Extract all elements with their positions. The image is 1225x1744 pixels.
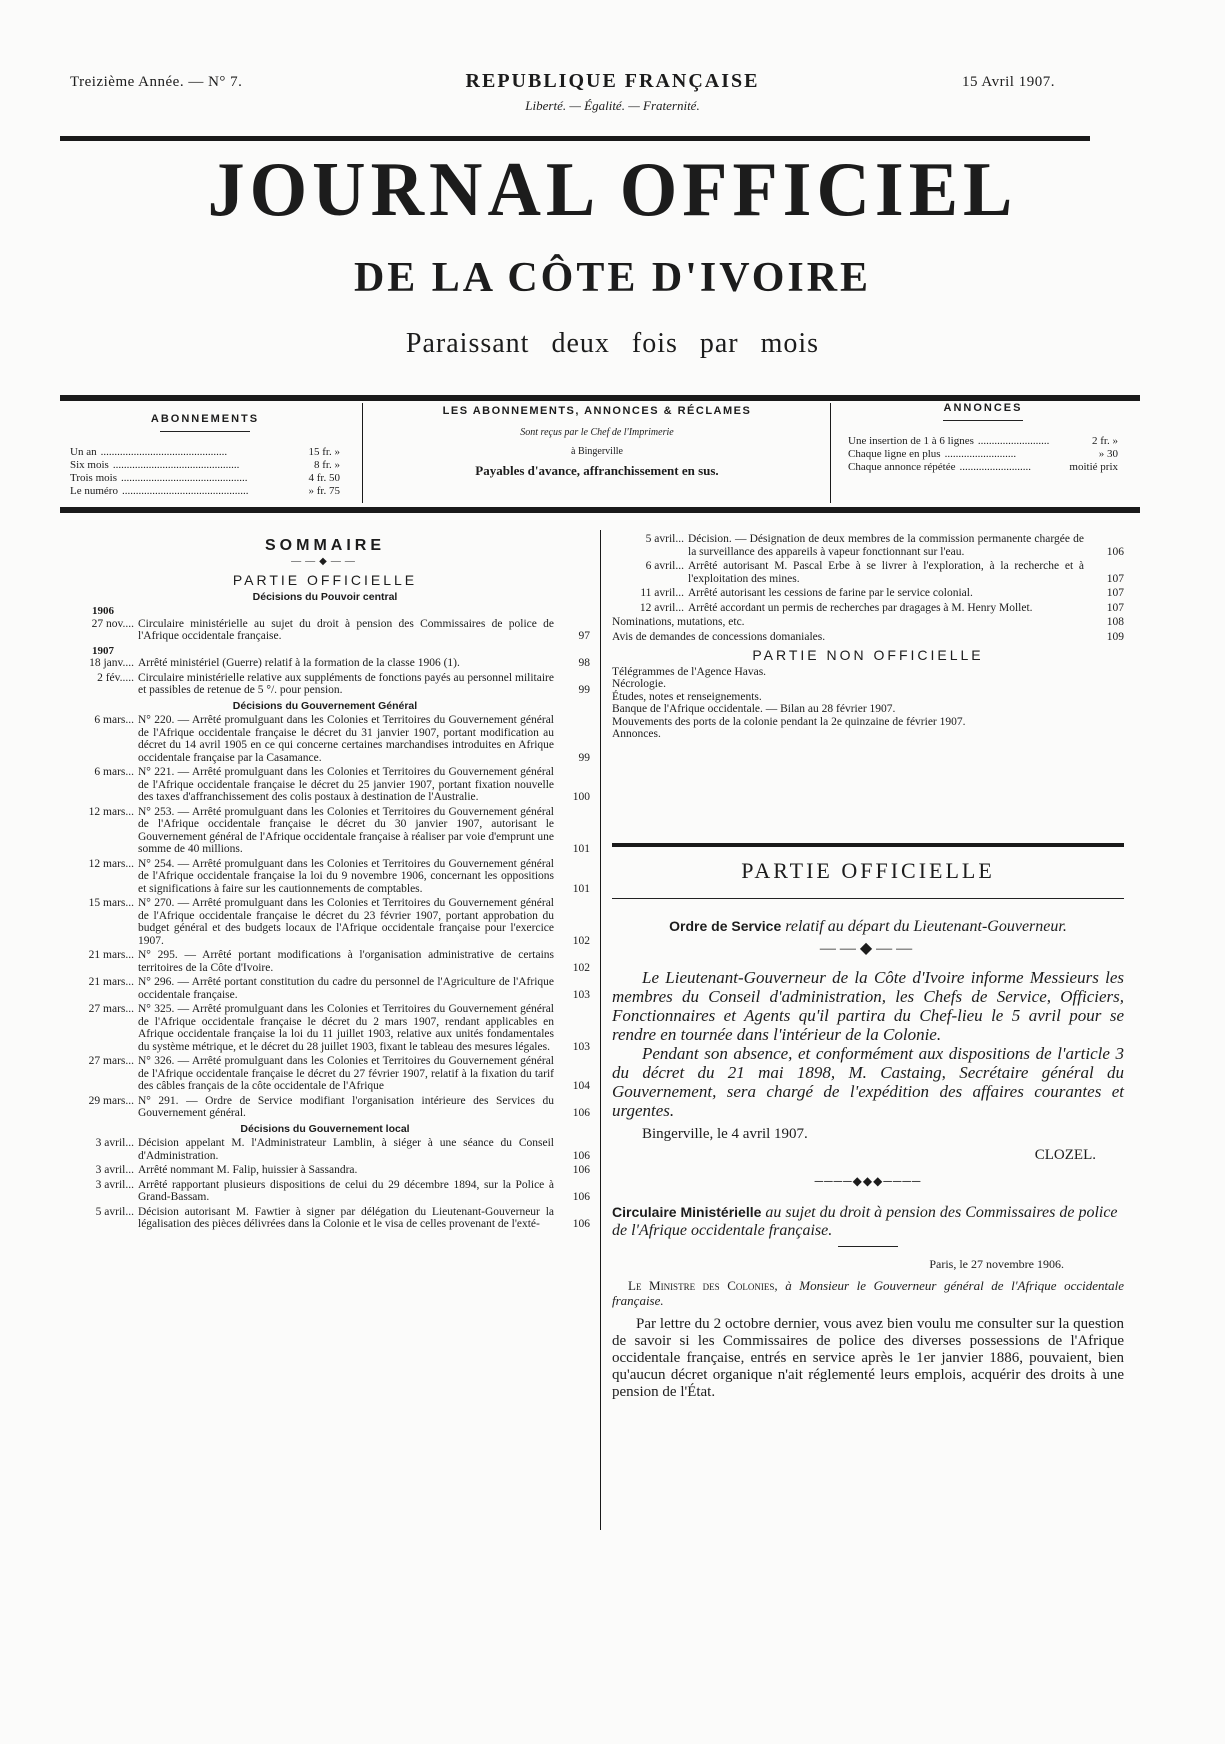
- sommaire-entry: 27 mars... N° 326. — Arrêté promulguant dans les Colonies et Territoires du Gouvernement général de l'Afrique occidentale française le décret du 27 février 1907, relatif à la fixation du tarif des câbles français de la côte occidentale de l'Afrique 104: [88, 1055, 590, 1092]
- non-officielle-item: Télégrammes de l'Agence Havas.: [612, 665, 767, 678]
- year-label: 1906: [92, 605, 114, 617]
- non-officielle-item: Études, notes et renseignements.: [612, 690, 762, 703]
- sommaire-entry: 21 mars... N° 296. — Arrêté portant constitution du cadre du personnel de l'Agriculture de l'Afrique occidentale française. 103: [88, 976, 590, 1001]
- price-row: Six mois .............................................. 8 fr. »: [70, 459, 340, 471]
- sommaire-entry: 6 avril... Arrêté autorisant M. Pascal Erbe à se livrer à l'exploration, à la recherche et à l'exploitation des mines. 107: [645, 560, 1124, 585]
- section-double-rule: [612, 843, 1124, 847]
- ministre-recipient: à Monsieur le Gouverneur général de l'Afrique occidentale française.: [612, 1278, 1124, 1308]
- center-heading: LES ABONNEMENTS, ANNONCES & RÉCLAMES: [442, 405, 752, 417]
- circulaire-italic: au sujet du droit à pension des Commissaires de police de l'Afrique occidentale française.: [612, 1204, 1118, 1239]
- price-row: Le numéro .............................................. » fr. 75: [70, 485, 340, 497]
- ordre-ornament: ——◆——: [819, 940, 917, 957]
- section-gouvernement-local: Décisions du Gouvernement local: [240, 1122, 410, 1135]
- year-label: 1907: [92, 644, 114, 657]
- sommaire-entry: 18 janv.... Arrêté ministériel (Guerre) relatif à la formation de la classe 1906 (1). 98: [89, 657, 590, 669]
- sommaire-entry: 11 avril... Arrêté autorisant les cessions de farine par le service colonial. 107: [640, 587, 1124, 599]
- price-row: Un an .............................................. 15 fr. »: [70, 446, 340, 458]
- column-divider: [600, 530, 601, 1530]
- sommaire-entry: 29 mars... N° 291. — Ordre de Service modifiant l'organisation intérieure des Services du Gouvernement général. 106: [88, 1094, 590, 1119]
- sommaire-entry: 5 avril... Décision autorisant M. Fawtier à signer par délégation du Lieutenant-Gouverneur la légalisation des pièces délivrées dans la Colonie et le visa de celles provenant de l'exté- 106: [95, 1205, 590, 1230]
- partie-non-officielle-heading: PARTIE NON OFFICIELLE: [752, 647, 984, 663]
- sommaire-entry: 12 mars... N° 253. — Arrêté promulguant dans les Colonies et Territoires du Gouvernement général de l'Afrique occidentale française le décret du 30 janvier 1907, autorisant le Gouvernement général de l'Afrique occidentale française à réaliser par voie d'emprunt une somme de 40 millions. 101: [88, 805, 590, 855]
- ordre-paragraph: Le Lieutenant-Gouverneur de la Côte d'Ivoire informe Messieurs les membres du Conseil d'administration, les Chefs de Service, Officiers, Fonctionnaires et Agents qu'il partira du Chef-lieu le 5 avril pour se rendre en tournée dans l'intérieur de la Colonie.: [612, 968, 1124, 1044]
- sommaire-entry: 15 mars... N° 270. — Arrêté promulguant dans les Colonies et Territoires du Gouvernement général de l'Afrique occidentale française le décret du 23 février 1907, portant approbation du budget général et des budgets locaux de l'Afrique occidentale française pour l'exercice 1907. 102: [88, 897, 590, 947]
- circulaire-heading: [612, 1203, 1124, 1240]
- masthead-rule: [60, 136, 1090, 141]
- sommaire-ornament: ——◆——: [291, 555, 359, 567]
- sommaire-heading: SOMMAIRE: [265, 537, 385, 554]
- band-divider-left: [362, 403, 363, 503]
- devise: Liberté. — Égalité. — Fraternité.: [525, 98, 700, 113]
- center-line1: Sont reçus par le Chef de l'Imprimerie: [520, 427, 674, 438]
- circulaire-paragraph: Par lettre du 2 octobre dernier, vous avez bien voulu me consulter sur la question de savoir si les Commissaires de police des diverses possessions de l'Afrique occidentale française, entrés en service après le 1er janvier 1886, pouvaient, bien qu'aucun décret organique n'ait réglementé leurs emplois, acquérir des droits à une pension de l'État.: [612, 1316, 1124, 1400]
- non-officielle-item: Mouvements des ports de la colonie pendant la 2e quinzaine de février 1907.: [612, 715, 966, 728]
- sommaire-entry: Nominations, mutations, etc. 108: [612, 616, 1124, 628]
- journal-subtitle: DE LA CÔTE D'IVOIRE: [353, 255, 872, 301]
- sommaire-entry: 21 mars... N° 295. — Arrêté portant modifications à l'organisation administrative de certains territoires de la Côte d'Ivoire. 102: [88, 949, 590, 974]
- non-officielle-item: Nécrologie.: [612, 678, 666, 690]
- divider-ornament: ────◆◆◆────: [814, 1174, 922, 1188]
- issue-number: Treizième Année. — N° 7.: [70, 74, 243, 90]
- sommaire-entry: 3 avril... Arrêté nommant M. Falip, huissier à Sassandra. 106: [95, 1164, 590, 1176]
- sommaire-entry: 27 nov.... Circulaire ministérielle au sujet du droit à pension des Commissaires de police de l'Afrique occidentale française. 97: [91, 617, 590, 642]
- section-pouvoir-central: Décisions du Pouvoir central: [252, 590, 398, 603]
- sommaire-entry: Avis de demandes de concessions domaniales. 109: [612, 630, 1124, 643]
- price-row: Trois mois .............................................. 4 fr. 50: [70, 472, 340, 484]
- annonce-row: Chaque ligne en plus .......................... » 30: [848, 448, 1118, 460]
- sommaire-entry: 12 avril... Arrêté accordant un permis de recherches par dragages à M. Henry Mollet. 107: [639, 601, 1124, 614]
- annonce-row: Chaque annonce répétée .......................... moitié prix: [848, 461, 1118, 473]
- article-partie-heading: PARTIE OFFICIELLE: [741, 858, 995, 883]
- annonces-box: [848, 402, 1118, 474]
- abonnements-heading: ABONNEMENTS: [150, 413, 260, 425]
- article-column: [612, 858, 1124, 1401]
- sommaire-column: [60, 537, 590, 1233]
- place-date: Bingerville, le 4 avril 1907.: [642, 1126, 808, 1142]
- partie-officielle-heading: PARTIE OFFICIELLE: [232, 572, 418, 588]
- sommaire-entry: 5 avril... Décision. — Désignation de deux membres de la commission permanente chargée de la surveillance des appareils à vapeur fonctionnant sur l'eau. 106: [645, 533, 1124, 558]
- annonces-heading: ANNONCES: [943, 402, 1023, 414]
- circulaire-date: Paris, le 27 novembre 1906.: [929, 1257, 1064, 1271]
- sommaire-entry: 3 avril... Décision appelant M. l'Administrateur Lamblin, à siéger à une séance du Conseil d'Administration. 106: [95, 1137, 590, 1162]
- annonce-row: Une insertion de 1 à 6 lignes .......................... 2 fr. »: [848, 435, 1118, 447]
- ministre-line: [612, 1278, 1124, 1308]
- center-line3: Payables d'avance, affranchissement en sus.: [475, 463, 719, 478]
- ordre-bold: Ordre de Service: [669, 918, 782, 934]
- ministre-label: Le Ministre des Colonies,: [628, 1278, 778, 1293]
- ordre-heading: [612, 917, 1124, 936]
- band-bottom-rule: [60, 507, 1140, 513]
- band-divider-right: [830, 403, 831, 503]
- abonnements-underline: [160, 431, 250, 432]
- ordre-italic: relatif au départ du Lieutenant-Gouverneur.: [785, 918, 1067, 935]
- sommaire-entry: 6 mars... N° 221. — Arrêté promulguant dans les Colonies et Territoires du Gouvernement général de l'Afrique occidentale française le décret du 25 janvier 1907, portant fixation nouvelle des taxes d'affranchissement des colis postaux à destination de l'Australie. 100: [94, 766, 590, 803]
- ordre-paragraph: Pendant son absence, et conformément aux dispositions de l'article 3 du décret du 21 mai 1898, M. Castaing, Secrétaire général du Gouvernement, sera chargé de l'expédition des affaires courantes et urgentes.: [612, 1044, 1124, 1120]
- section-gouvernement-general: Décisions du Gouvernement Général: [232, 699, 418, 712]
- journal-title: JOURNAL OFFICIEL: [207, 146, 1018, 234]
- non-officielle-item: Banque de l'Afrique occidentale. — Bilan au 28 février 1907.: [612, 703, 896, 715]
- band-top-rule: [60, 395, 1140, 401]
- issue-date: 15 Avril 1907.: [962, 74, 1055, 90]
- journal-tagline: Paraissant deux fois par mois: [405, 328, 820, 359]
- sommaire-entry: 6 mars... N° 220. — Arrêté promulguant dans les Colonies et Territoires du Gouvernement général de l'Afrique occidentale française le décret du 31 janvier 1907, portant modification au décret du 14 avril 1905 en ce qui concerne certaines marchandises introduites en Afrique occidentale française par la Casamance. 99: [94, 714, 590, 764]
- sommaire-entry: 2 fév..... Circulaire ministérielle relative aux suppléments de fonctions payés au personnel militaire et passibles de retenue de 5 °/. pour pension. 99: [97, 671, 590, 696]
- sommaire-entry: 27 mars... N° 325. — Arrêté promulguant dans les Colonies et Territoires du Gouvernement général de l'Afrique occidentale française le décret du 2 mars 1907, rendant applicables en Afrique occidentale française la loi du 11 juillet 1903, relative aux unités fondamentales du système métrique, et le décret du 28 juillet 1903, fixant le tableau des mesures légales. 103: [88, 1003, 590, 1053]
- annonces-underline: [943, 420, 1023, 421]
- sommaire-entry: 3 avril... Arrêté rapportant plusieurs dispositions de celui du 29 décembre 1894, sur la Police à Grand-Bassam. 106: [95, 1178, 590, 1203]
- partie-underline: [612, 898, 1124, 899]
- non-officielle-item: Annonces.: [612, 728, 661, 740]
- signature: CLOZEL.: [1034, 1147, 1096, 1163]
- republique-heading: REPUBLIQUE FRANÇAISE: [465, 70, 760, 92]
- circulaire-bold: Circulaire Ministérielle: [612, 1204, 762, 1220]
- sommaire-continued: [612, 533, 1124, 741]
- center-box: [372, 405, 822, 479]
- center-line2: à Bingerville: [571, 446, 623, 457]
- sommaire-entry: 12 mars... N° 254. — Arrêté promulguant dans les Colonies et Territoires du Gouvernement général de l'Afrique occidentale française la loi du 9 novembre 1906, concernant les oppositions et significations à faire sur les cautionnements de comptables. 101: [88, 857, 590, 895]
- abonnements-box: [70, 413, 340, 498]
- circulaire-underline: [838, 1246, 898, 1247]
